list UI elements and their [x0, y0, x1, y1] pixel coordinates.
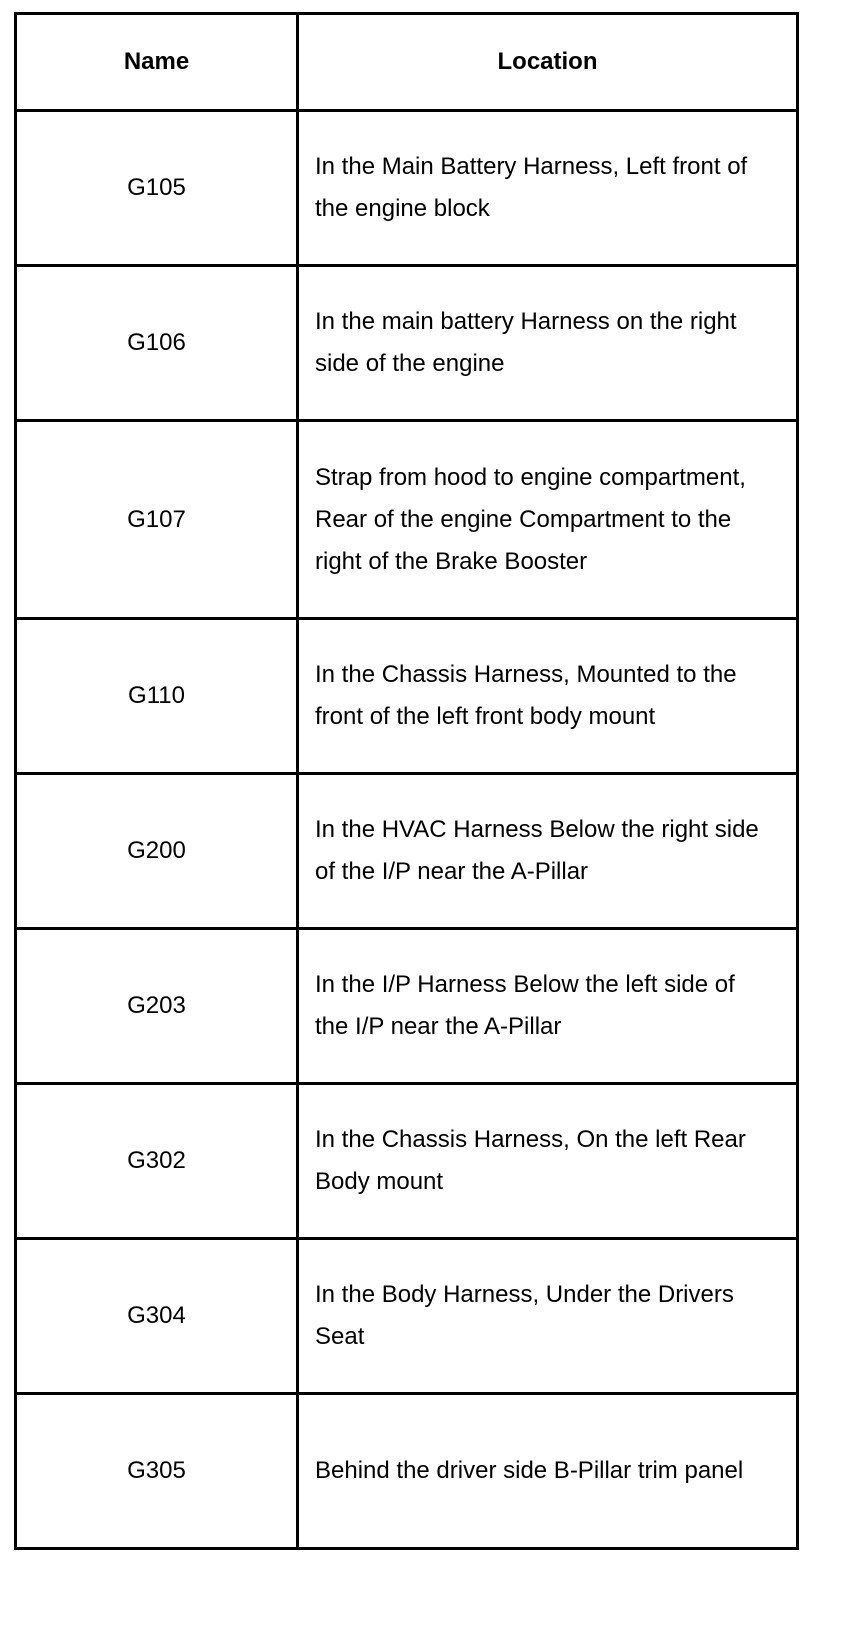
- table-row: [16, 929, 798, 1084]
- table-header-row: [16, 14, 798, 111]
- location-cell: In the Body Harness, Under the Drivers Seat: [298, 1239, 798, 1394]
- name-cell: G106: [16, 266, 298, 421]
- name-cell: G305: [16, 1394, 298, 1549]
- table-row: [16, 1394, 798, 1549]
- table-row: [16, 619, 798, 774]
- column-header-location: Location: [298, 14, 798, 111]
- location-cell: In the Chassis Harness, On the left Rear Body mount: [298, 1084, 798, 1239]
- name-cell: G304: [16, 1239, 298, 1394]
- ground-locations-table: [14, 12, 799, 1550]
- table-row: [16, 111, 798, 266]
- name-cell: G200: [16, 774, 298, 929]
- location-cell: In the main battery Harness on the right side of the engine: [298, 266, 798, 421]
- name-cell: G105: [16, 111, 298, 266]
- location-cell: In the Main Battery Harness, Left front of the engine block: [298, 111, 798, 266]
- location-cell: Behind the driver side B-Pillar trim panel: [298, 1394, 798, 1549]
- location-cell: In the I/P Harness Below the left side of the I/P near the A-Pillar: [298, 929, 798, 1084]
- table-row: [16, 266, 798, 421]
- table-row: [16, 1084, 798, 1239]
- column-header-name: Name: [16, 14, 298, 111]
- location-cell: In the HVAC Harness Below the right side of the I/P near the A-Pillar: [298, 774, 798, 929]
- table-row: [16, 774, 798, 929]
- name-cell: G302: [16, 1084, 298, 1239]
- location-cell: Strap from hood to engine compartment, Rear of the engine Compartment to the right of the Brake Booster: [298, 421, 798, 619]
- table-row: [16, 1239, 798, 1394]
- name-cell: G203: [16, 929, 298, 1084]
- name-cell: G107: [16, 421, 298, 619]
- table-row: [16, 421, 798, 619]
- name-cell: G110: [16, 619, 298, 774]
- location-cell: In the Chassis Harness, Mounted to the front of the left front body mount: [298, 619, 798, 774]
